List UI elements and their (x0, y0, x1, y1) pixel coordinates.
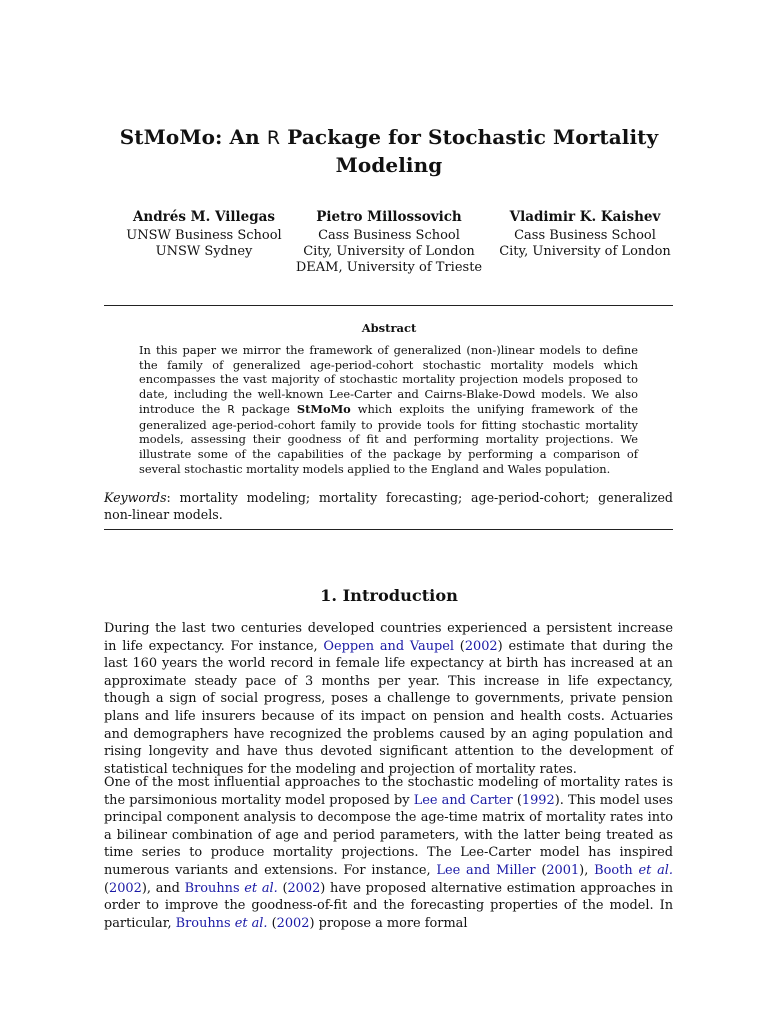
citation-link[interactable] (176, 916, 268, 931)
citation-link[interactable] (594, 863, 673, 878)
citation-link[interactable] (185, 881, 278, 896)
citation-year-link[interactable]: 2002 (109, 880, 142, 896)
title-text-1: StMoMo: An (119, 125, 267, 149)
author-affiliation: Cass Business School (514, 228, 656, 243)
citation-year-link[interactable]: 2002 (276, 915, 310, 931)
paren: ) (497, 638, 503, 654)
abstract-text: package (234, 401, 297, 416)
author-villegas (104, 209, 304, 260)
separator: , and (146, 880, 185, 896)
citation-link[interactable]: Lee and Miller (436, 862, 536, 878)
paragraph-2 (104, 774, 673, 932)
citation-year-link[interactable]: 1992 (521, 792, 555, 808)
section-heading-introduction: 1. Introduction (320, 586, 458, 605)
abstract-text: In this paper we mirror the framework of generalized (non-)linear models to define the family of generalized age-period-cohort stochastic mortality models which encompasses the vast majority of stochastic mortality projection models proposed to date, including the well-known Lee-Carter and Cairns-Blake-Dowd models. We also introduce the (139, 343, 638, 416)
body-text: estimate that during the last 160 years the world record in female life expectancy at birth has increased at an approximate steady pace of 3 months per year. This increase in life expectancy, though a sign of social progress, poses a challenge to governments, private pension plans and life insurers because of its impact on pension and health costs. Actuaries and demographers have recognized the problems caused by an aging population and rising longevity and have thus devoted significant attention to the development of statistical techniques for the modeling and projection of mortality rates. (104, 638, 673, 777)
title-text-2: Package for Stochastic Mortality Modeling (280, 125, 659, 177)
author-block (104, 209, 674, 289)
r-symbol: R (227, 403, 235, 416)
citation-author: Brouhns (184, 880, 245, 896)
keywords (104, 489, 673, 523)
paren: ( (535, 862, 547, 878)
abstract-bottom-rule (104, 529, 673, 530)
body-text: One of the most influential approaches to the stochastic modeling of mortality rates is the parsimonious mortality model proposed by (104, 775, 673, 808)
abstract-heading: Abstract (361, 321, 417, 335)
paren: ( (267, 915, 277, 931)
citation-year-link[interactable]: 2002 (464, 638, 498, 654)
author-affiliation: Cass Business School (318, 228, 460, 243)
author-name: Andrés M. Villegas (132, 209, 276, 225)
paren: ( (277, 880, 288, 896)
citation-link[interactable]: Lee and Carter (413, 792, 513, 808)
citation-year-link[interactable]: 2001 (546, 862, 580, 878)
package-name: StMoMo (296, 401, 351, 416)
paragraph-1 (104, 620, 673, 778)
paren: ( (104, 880, 110, 896)
paren: ) (579, 862, 585, 878)
citation-author: Booth (594, 862, 639, 878)
paren: ) (320, 880, 326, 896)
abstract-text: which exploits the unifying framework of the generalized age-period-cohort family to provide tools for fitting stochastic mortality models, assessing their goodness of fit and performing mortality projections. We illustrate some of the capabilities of the package by performing a comparison of several stochastic mortality models applied to the England and Wales population. (139, 401, 638, 476)
citation-etal: et al. (244, 880, 278, 896)
paren: ) (141, 880, 147, 896)
author-affiliation: City, University of London (499, 244, 671, 259)
paren: ) (309, 915, 315, 931)
abstract-body (139, 343, 638, 476)
author-millossovich (294, 209, 484, 276)
author-affiliation: UNSW Business School (126, 228, 282, 243)
author-name: Vladimir K. Kaishev (509, 209, 661, 225)
author-name: Pietro Millossovich (316, 209, 462, 225)
author-affiliation: UNSW Sydney (155, 244, 253, 259)
paper-title (104, 124, 674, 179)
citation-etal: et al. (234, 915, 268, 931)
author-kaishev (490, 209, 680, 260)
body-text: During the last two centuries developed countries experienced a persistent increase in life expectancy. For instance, (104, 621, 673, 654)
author-affiliation: DEAM, University of Trieste (295, 260, 483, 275)
keywords-text: : mortality modeling; mortality forecasting; age-period-cohort; generalized non-linear models. (104, 490, 673, 522)
author-affiliation: City, University of London (303, 244, 475, 259)
body-text: have proposed alternative estimation approaches in order to improve the goodness-of-fit and the forecasting properties of the model. In particular, (104, 880, 673, 931)
citation-etal: et al. (638, 862, 673, 878)
keywords-label: Keywords (104, 490, 167, 505)
separator: , (584, 862, 595, 878)
title-r-logo: R (266, 127, 281, 149)
citation-author: Brouhns (175, 915, 235, 931)
paren: ( (512, 792, 522, 808)
body-text: propose a more formal (314, 915, 468, 931)
abstract-top-rule (104, 305, 673, 306)
paren: ( (454, 638, 465, 654)
body-text: . This model uses principal component analysis to decompose the age-time matrix of mortality rates into a bilinear combination of age and period parameters, with the latter being treated as time series to produce mortality projections. The Lee-Carter model has inspired numerous variants and extensions. For instance, (104, 792, 673, 878)
paren: ) (554, 792, 560, 808)
citation-link[interactable]: Oeppen and Vaupel (323, 638, 454, 654)
citation-year-link[interactable]: 2002 (287, 880, 321, 896)
